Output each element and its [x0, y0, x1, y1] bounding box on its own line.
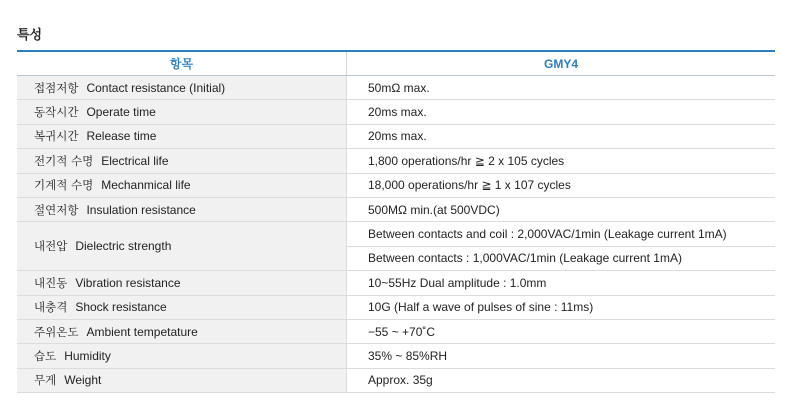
spec-item-english: Shock resistance: [75, 300, 167, 315]
header-item: 항목: [17, 51, 347, 76]
spec-item-korean: 무게: [34, 373, 57, 388]
table-row: [17, 344, 775, 368]
spec-item-korean: 내충격: [34, 300, 68, 315]
spec-value-cell: 10G (Half a wave of pulses of sine : 11ms): [347, 295, 776, 319]
spec-item-korean: 동작시간: [34, 105, 79, 120]
spec-item-cell: [17, 344, 347, 368]
spec-item-cell: [17, 319, 347, 343]
spec-value-cell: Approx. 35g: [347, 368, 776, 392]
spec-item-korean: 내진동: [34, 275, 68, 290]
spec-item-korean: 전기적 수명: [34, 153, 94, 168]
spec-value-cell: 20ms max.: [347, 100, 776, 124]
spec-item-cell: [17, 173, 347, 197]
spec-item-english: Dielectric strength: [75, 239, 172, 254]
table-row: [17, 149, 775, 173]
spec-item-english: Weight: [64, 373, 102, 388]
spec-item-english: Humidity: [64, 348, 111, 363]
spec-item-cell: [17, 368, 347, 392]
spec-item-english: Release time: [86, 129, 157, 144]
table-row: [17, 173, 775, 197]
table-row: [17, 76, 775, 100]
spec-value-cell: 20ms max.: [347, 124, 776, 148]
spec-item-korean: 기계적 수명: [34, 178, 94, 193]
spec-table-body: [17, 76, 775, 393]
table-row: [17, 124, 775, 148]
spec-item-english: Contact resistance (Initial): [86, 80, 226, 95]
spec-item-cell: [17, 222, 347, 271]
spec-item-cell: [17, 149, 347, 173]
table-row: [17, 222, 775, 246]
spec-item-english: Ambient tempetature: [86, 324, 198, 339]
table-row: [17, 100, 775, 124]
spec-value-cell: Between contacts : 1,000VAC/1min (Leakage current 1mA): [347, 246, 776, 270]
spec-item-korean: 습도: [34, 348, 57, 363]
spec-value-cell: Between contacts and coil : 2,000VAC/1min (Leakage current 1mA): [347, 222, 776, 246]
spec-item-korean: 접점저항: [34, 80, 79, 95]
spec-item-english: Vibration resistance: [75, 275, 181, 290]
spec-item-cell: [17, 271, 347, 295]
header-model: GMY4: [347, 51, 776, 76]
spec-item-cell: [17, 197, 347, 221]
spec-item-english: Mechanmical life: [101, 178, 191, 193]
spec-table: [17, 50, 775, 393]
table-row: [17, 368, 775, 392]
spec-item-english: Operate time: [86, 105, 156, 120]
spec-value-cell: 18,000 operations/hr ≧ 1 x 107 cycles: [347, 173, 776, 197]
table-row: [17, 319, 775, 343]
spec-value-cell: 10~55Hz Dual amplitude : 1.0mm: [347, 271, 776, 295]
section-title: 특성: [17, 28, 43, 43]
spec-value-cell: 35% ~ 85%RH: [347, 344, 776, 368]
spec-item-cell: [17, 295, 347, 319]
spec-item-korean: 절연저항: [34, 202, 79, 217]
spec-item-cell: [17, 100, 347, 124]
table-row: [17, 271, 775, 295]
spec-item-english: Electrical life: [101, 153, 169, 168]
spec-item-korean: 내전압: [34, 239, 68, 254]
spec-value-cell: 50mΩ max.: [347, 76, 776, 100]
table-row: [17, 295, 775, 319]
spec-value-cell: −55 ~ +70˚C: [347, 319, 776, 343]
spec-value-cell: 500MΩ min.(at 500VDC): [347, 197, 776, 221]
spec-item-english: Insulation resistance: [86, 202, 196, 217]
spec-item-cell: [17, 124, 347, 148]
spec-item-korean: 주위온도: [34, 324, 79, 339]
table-header-row: [17, 51, 775, 76]
spec-value-cell: 1,800 operations/hr ≧ 2 x 105 cycles: [347, 149, 776, 173]
spec-item-korean: 복귀시간: [34, 129, 79, 144]
table-row: [17, 197, 775, 221]
spec-item-cell: [17, 76, 347, 100]
